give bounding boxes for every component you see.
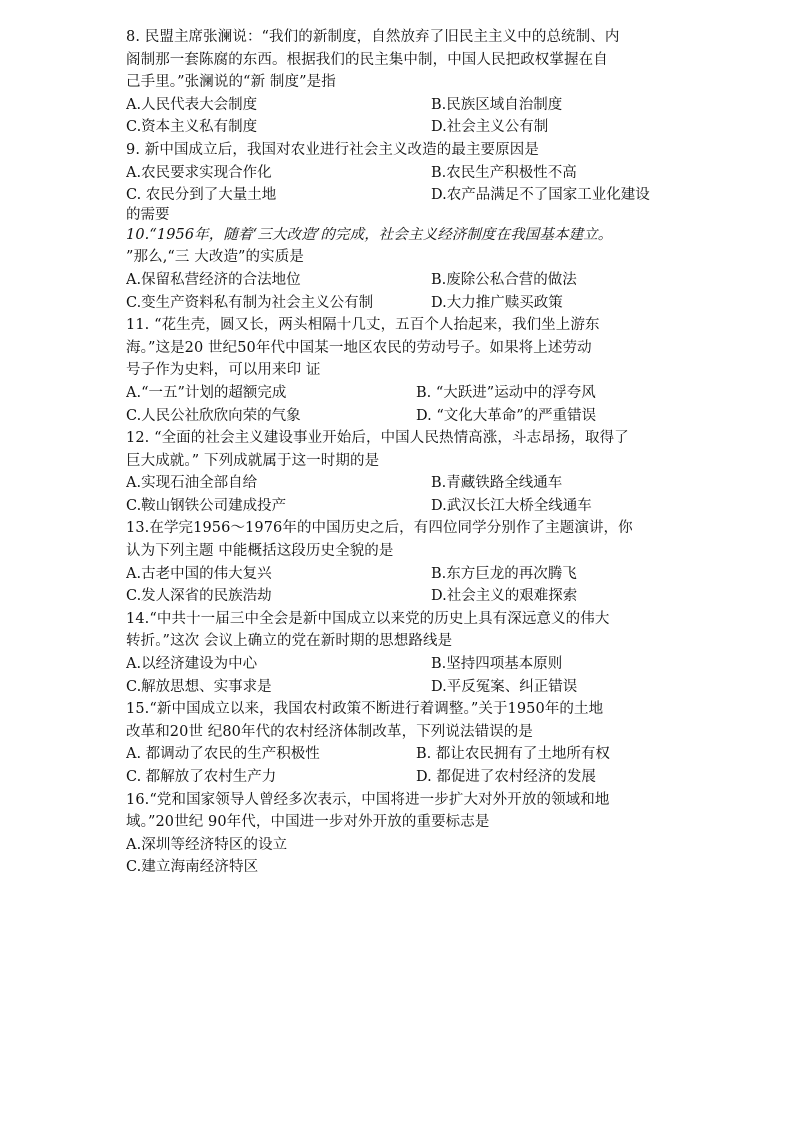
question-stem-line: 改革和20世 纪80年代的农村经济体制改革，下列说法错误的是 (126, 723, 534, 740)
option-b[interactable]: B.青藏铁路全线通车 (431, 475, 563, 492)
option-row (126, 585, 676, 608)
option-d[interactable]: D.平反冤案、纠正错误 (431, 678, 578, 695)
option-continuation: 的需要 (126, 206, 170, 223)
exam-page (126, 26, 676, 879)
option-c[interactable]: C.变生产资料私有制为社会主义公有制 (126, 294, 374, 311)
question-stem-line: 海。”这是20 世纪50年代中国某一地区农民的劳动号子。如果将上述劳动 (126, 339, 592, 356)
option-row (126, 405, 676, 428)
option-row (126, 653, 676, 676)
question-10 (126, 224, 676, 314)
option-d[interactable]: D.社会主义公有制 (431, 119, 549, 136)
question-11 (126, 314, 676, 427)
question-stem-line: 11. “花生壳，圆又长，两头相隔十几丈，五百个人抬起来，我们坐上游东 (126, 317, 600, 334)
question-13 (126, 517, 676, 607)
question-stem-line: 号子作为史料，可以用来印 证 (126, 362, 321, 379)
option-c[interactable]: C.发人深省的民族浩劫 (126, 588, 272, 605)
question-16 (126, 789, 676, 879)
option-c[interactable]: C.鞍山钢铁公司建成投产 (126, 497, 287, 514)
option-row (126, 382, 676, 405)
question-stem-line: 转折。”这次 会议上确立的党在新时期的思想路线是 (126, 633, 453, 650)
option-c[interactable]: C.资本主义私有制度 (126, 119, 258, 136)
option-a[interactable]: A.农民要求实现合作化 (126, 164, 272, 181)
option-b[interactable]: B.废除公私合营的做法 (431, 271, 577, 288)
question-stem-line: 14.“中共十一届三中全会是新中国成立以来党的历史上具有深远意义的伟大 (126, 610, 610, 627)
question-stem-line: 13.在学完1956～1976年的中国历史之后，有四位同学分别作了主题演讲，你 (126, 520, 633, 537)
option-c[interactable]: C.解放思想、实事求是 (126, 678, 272, 695)
option-d[interactable]: D. 都促进了农村经济的发展 (416, 769, 596, 785)
option-row (126, 743, 676, 766)
question-stem-line: 8. 民盟主席张澜说：“我们的新制度，自然放弃了旧民主主义中的总统制、内 (126, 29, 620, 45)
option-d[interactable]: D.武汉长江大桥全线通车 (431, 497, 592, 514)
question-stem-line: 域。”20世纪 90年代，中国进一步对外开放的重要标志是 (126, 814, 490, 831)
question-stem-line: 9. 新中国成立后，我国对农业进行社会主义改造的最主要原因是 (126, 141, 539, 158)
option-c[interactable]: C. 农民分到了大量土地 (126, 187, 277, 204)
question-12 (126, 427, 676, 517)
question-stem-line: 己手里。”张澜说的“新 制度”是指 (126, 74, 336, 91)
option-a[interactable]: A.实现石油全部自给 (126, 475, 258, 492)
option-a[interactable]: A.以经济建设为中心 (126, 656, 258, 673)
option-a[interactable]: A.“一五”计划的超额完成 (126, 384, 287, 401)
question-stem-line: 10.“1956年，随着‘三大改造’的完成，社会主义经济制度在我国基本建立。 (126, 226, 613, 243)
option-b[interactable]: B. “大跃进”运动中的浮夸风 (416, 384, 596, 401)
option-row (126, 472, 676, 495)
option-b[interactable]: B.坚持四项基本原则 (431, 656, 563, 673)
option-row (126, 292, 676, 315)
option-row (126, 94, 676, 117)
question-stem-line: 16.“党和国家领导人曾经多次表示，中国将进一步扩大对外开放的领域和地 (126, 791, 610, 808)
option-row (126, 162, 676, 185)
option-b[interactable]: B. 都让农民拥有了土地所有权 (416, 746, 610, 763)
option-a[interactable]: A. 都调动了农民的生产积极性 (126, 746, 320, 763)
option-row (126, 116, 676, 139)
option-row (126, 676, 676, 699)
option-row (126, 495, 676, 518)
option-row (126, 269, 676, 292)
question-stem-line: 认为下列主题 中能概括这段历史全貌的是 (126, 543, 394, 560)
question-stem-line: 巨大成就。” 下列成就属于这一时期的是 (126, 452, 380, 469)
option-d[interactable]: D.大力推广赎买政策 (431, 294, 563, 311)
option-b[interactable]: B.东方巨龙的再次腾飞 (431, 565, 577, 582)
option-d[interactable]: D. “文化大革命”的严重错误 (416, 407, 597, 424)
option-d[interactable]: D.农产品满足不了国家工业化建设 (431, 187, 650, 204)
option-row (126, 766, 676, 789)
question-9 (126, 139, 676, 224)
option-row (126, 184, 676, 207)
question-stem-line: ”那么,“三 大改造”的实质是 (126, 249, 304, 266)
question-15 (126, 698, 676, 788)
option-a[interactable]: A.人民代表大会制度 (126, 96, 258, 113)
question-stem-line: 阁制那一套陈腐的东西。根据我们的民主集中制，中国人民把政权掌握在自 (126, 51, 608, 68)
option-a[interactable]: A.深圳等经济特区的设立 (126, 836, 288, 853)
option-a[interactable]: A.保留私营经济的合法地位 (126, 271, 301, 288)
question-stem-line: 15.“新中国成立以来，我国农村政策不断进行着调整。”关于1950年的土地 (126, 701, 604, 718)
option-c[interactable]: C. 都解放了农村生产力 (126, 769, 277, 785)
option-c[interactable]: C.人民公社欣欣向荣的气象 (126, 407, 301, 424)
option-d[interactable]: D.社会主义的艰难探索 (431, 588, 578, 605)
question-14 (126, 608, 676, 698)
option-b[interactable]: B.民族区域自治制度 (431, 96, 563, 113)
option-row (126, 563, 676, 586)
question-8 (126, 26, 676, 139)
option-a[interactable]: A.古老中国的伟大复兴 (126, 565, 272, 582)
option-c[interactable]: C.建立海南经济特区 (126, 859, 259, 876)
option-b[interactable]: B.农民生产积极性不高 (431, 164, 577, 181)
question-stem-line: 12. “全面的社会主义建设事业开始后，中国人民热情高涨，斗志昂扬，取得了 (126, 430, 629, 447)
